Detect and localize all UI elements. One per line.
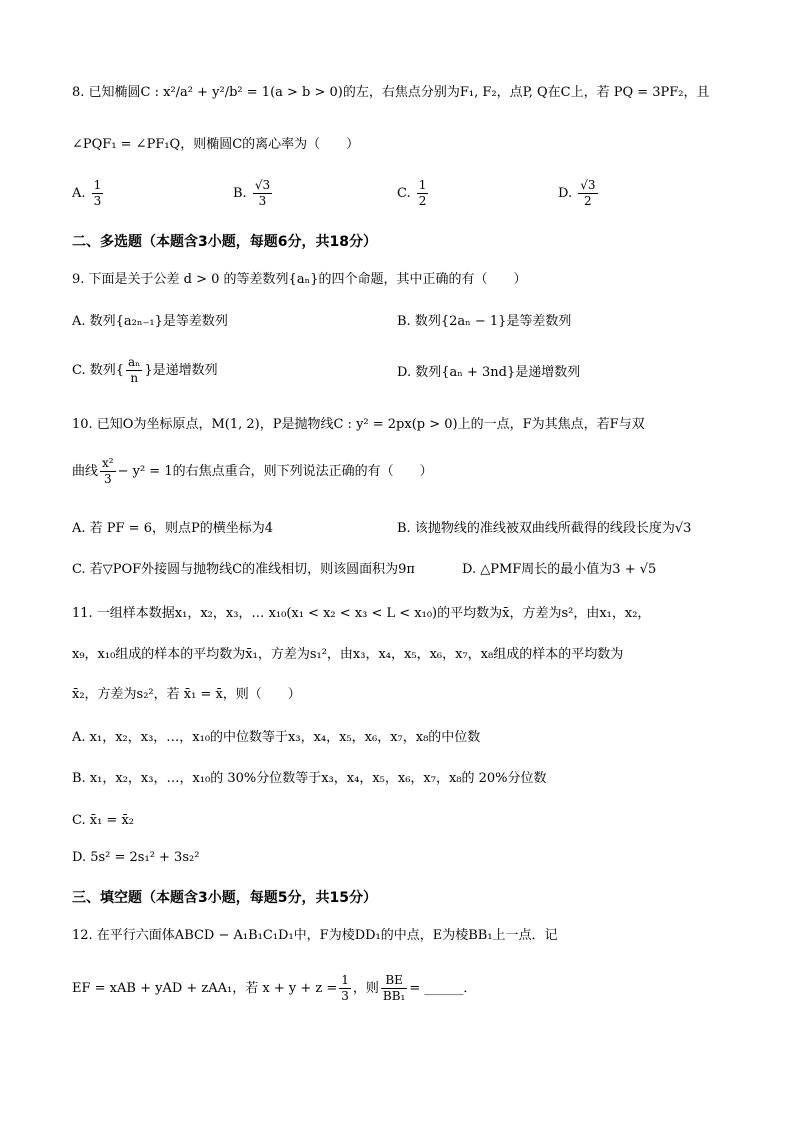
q12-stem-line2: EF = xAB + yAD + zAA₁，若 x + y + z = $\frac{1}{3}$ ，则 $\frac{BE}{\text{BB₁}}$ = ______． xyxy=(72,973,477,1003)
q8-option-d[interactable] xyxy=(558,178,600,209)
fraction: $\frac{√3}{2}$ xyxy=(580,178,596,208)
q8-option-b[interactable] xyxy=(233,178,274,209)
q8-stem-line2: ∠PQF₁ = ∠PF₁Q，则椭圆C的离心率为（ ） xyxy=(72,137,360,152)
option-label: D. xyxy=(558,186,573,201)
q8-stem-line1: 8. 已知椭圆C : x²/a² + y²/b² = 1(a > b > 0)的左，右焦点分别为F₁, F₂，点P, Q在C上，若 PQ = 3PF₂，且 xyxy=(72,85,710,100)
q12-stem-line1: 12. 在平行六面体ABCD − A₁B₁C₁D₁中，F为棱DD₁的中点，E为棱BB₁上一点．记 xyxy=(72,928,558,943)
option-label: B. xyxy=(233,186,247,201)
q11-stem-line2: x₉，x₁₀组成的样本的平均数为x̄₁，方差为s₁²，由x₃，x₄，x₅，x₆，x₇，x₈组成的样本的平均数为 xyxy=(72,647,624,662)
q11-stem-line3: x̄₂，方差为s₂²，若 x̄₁ = x̄，则（ ） xyxy=(72,687,301,702)
q10-option-b[interactable]: B. 该抛物线的准线被双曲线所截得的线段长度为√3 xyxy=(397,521,692,536)
q11-option-b[interactable]: B. x₁，x₂，x₃，…，x₁₀的 30%分位数等于x₃，x₄，x₅，x₆，x₇，x₈的 20%分位数 xyxy=(72,771,547,786)
fraction: $\frac{\text{aₙ}}{n}$ xyxy=(128,355,141,385)
q11-stem-line1: 11. 一组样本数据x₁，x₂，x₃，… x₁₀(x₁ < x₂ < x₃ < L < x₁₀)的平均数为x̄，方差为s²，由x₁，x₂， xyxy=(72,606,651,621)
q8-option-a[interactable] xyxy=(72,178,105,209)
q11-option-a[interactable]: A. x₁，x₂，x₃，…，x₁₀的中位数等于x₃，x₄，x₅，x₆，x₇，x₈的中位数 xyxy=(72,730,481,745)
section-heading-multiple-choice: 二、多选题（本题含3小题，每题6分，共18分） xyxy=(72,234,377,250)
fraction: $\frac{\text{x²}}{3}$ xyxy=(102,456,114,486)
q10-option-d[interactable]: D. △PMF周长的最小值为3 + √5 xyxy=(462,562,657,577)
q9-option-c[interactable]: C. 数列{ $\frac{\text{aₙ}}{n}$ }是递增数列 xyxy=(72,355,218,385)
q10-stem-line1: 10. 已知O为坐标原点，M(1, 2)，P是抛物线C : y² = 2px(p > 0)上的一点，F为其焦点，若F与双 xyxy=(72,417,645,432)
fraction: $\frac{1}{3}$ xyxy=(93,178,102,208)
answer-blank[interactable]: = ______． xyxy=(409,981,477,996)
fraction: $\frac{1}{2}$ xyxy=(418,178,427,208)
option-label: A. xyxy=(72,186,86,201)
q8-option-c[interactable] xyxy=(397,178,430,209)
q10-option-a[interactable]: A. 若 PF = 6，则点P的横坐标为4 xyxy=(72,521,273,536)
fraction: $\frac{√3}{3}$ xyxy=(254,178,271,208)
fraction: $\frac{BE}{\text{BB₁}}$ xyxy=(382,973,406,1003)
q11-option-c[interactable]: C. x̄₁ = x̄₂ xyxy=(72,813,134,828)
q10-stem-line2: 曲线 $\frac{\text{x²}}{3}$ − y² = 1的右焦点重合，则下列说法正确的有（ ） xyxy=(72,456,433,486)
q9-stem: 9. 下面是关于公差 d > 0 的等差数列{aₙ}的四个命题，其中正确的有（ ） xyxy=(72,272,527,287)
q9-option-a[interactable]: A. 数列{a₂ₙ₋₁}是等差数列 xyxy=(72,314,228,329)
section-heading-fill-in: 三、填空题（本题含3小题，每题5分，共15分） xyxy=(72,890,377,906)
q11-option-d[interactable]: D. 5s² = 2s₁² + 3s₂² xyxy=(72,850,200,865)
q9-option-b[interactable]: B. 数列{2aₙ − 1}是等差数列 xyxy=(397,314,572,329)
option-label: C. xyxy=(397,186,411,201)
q10-option-c[interactable]: C. 若▽POF外接圆与抛物线C的准线相切，则该圆面积为9π xyxy=(72,562,415,577)
q9-option-d[interactable]: D. 数列{aₙ + 3nd}是递增数列 xyxy=(397,365,581,380)
fraction: $\frac{1}{3}$ xyxy=(341,973,349,1003)
